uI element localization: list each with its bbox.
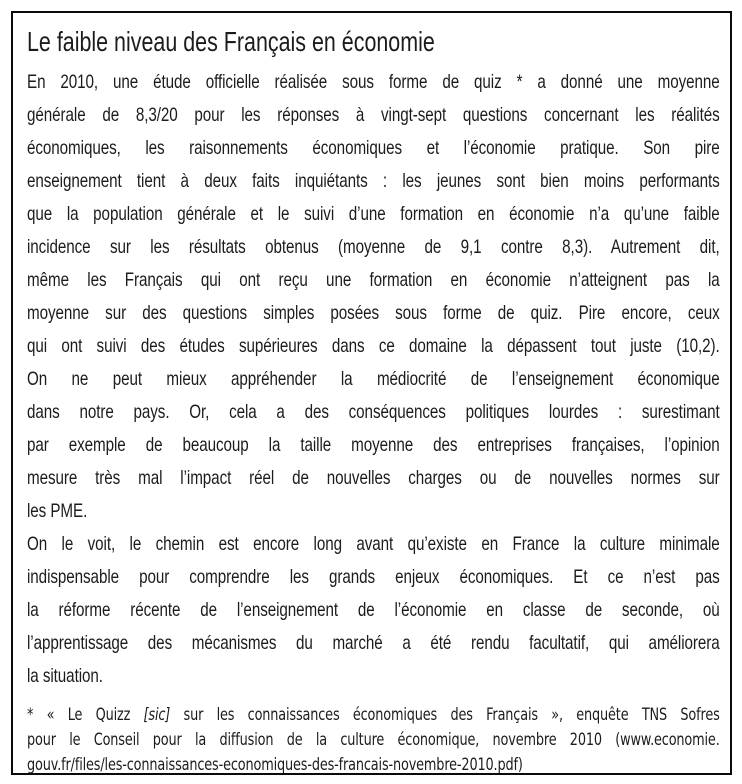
text-line: qui ont suivi des études supérieures dans ce domaine la dépassent tout juste (10,2). — [27, 335, 720, 357]
article-content — [27, 24, 720, 775]
text-line: l’apprentissage des mécanismes du marché a été rendu facultatif, qui améliorera — [27, 632, 720, 654]
text-line: la situation. — [27, 665, 103, 687]
text-line: la réforme récente de l’enseignement de l’économie en classe de seconde, où — [27, 599, 720, 621]
footnote-sic-text: [sic] — [143, 705, 171, 724]
text-line: dans notre pays. Or, cela a des conséquences politiques lourdes : surestimant — [27, 401, 720, 423]
text-line: économiques, les raisonnements économiques et l’économie pratique. Son pire — [27, 137, 720, 159]
text-line: moyenne sur des questions simples posées sous forme de quiz. Pire encore, ceux — [27, 302, 720, 324]
footnote-line: pour le Conseil pour la diffusion de la culture économique, novembre 2010 (www.economie. — [27, 730, 720, 749]
text-line: On le voit, le chemin est encore long avant qu’existe en France la culture minimale — [27, 533, 720, 555]
article-box — [11, 11, 732, 775]
text-line: incidence sur les résultats obtenus (moyenne de 9,1 contre 8,3). Autrement dit, — [27, 236, 720, 258]
text-line: enseignement tient à deux faits inquiétants : les jeunes sont bien moins performants — [27, 170, 720, 192]
text-line: que la population générale et le suivi d’une formation en économie n’a qu’une faible — [27, 203, 720, 225]
text-line: les PME. — [27, 500, 88, 522]
text-line: On ne peut mieux appréhender la médiocrité de l’enseignement économique — [27, 368, 720, 390]
text-line: même les Français qui ont reçu une formation en économie n’atteignent pas la — [27, 269, 720, 291]
footnote-line: gouv.fr/files/les-connaissances-economiques-des-francais-novembre-2010.pdf) — [27, 755, 523, 774]
text-line: par exemple de beaucoup la taille moyenne des entreprises françaises, l’opinion — [27, 434, 720, 456]
article-title: Le faible niveau des Français en économie — [27, 26, 435, 57]
footnote-marker-and-text: * « Le Quizz — [27, 705, 144, 724]
footnote-line — [27, 702, 720, 727]
footnote-text: sur les connaissances économiques des Français », enquête TNS Sofres — [170, 705, 720, 724]
body-paragraph-2 — [27, 528, 720, 693]
text-line: En 2010, une étude officielle réalisée sous forme de quiz * a donné une moyenne — [27, 71, 720, 93]
text-line: indispensable pour comprendre les grands enjeux économiques. Et ce n’est pas — [27, 566, 720, 588]
text-line: générale de 8,3/20 pour les réponses à vingt-sept questions concernant les réalités — [27, 104, 720, 126]
body-paragraph-1 — [27, 66, 720, 528]
footnote — [27, 702, 720, 775]
text-line: mesure très mal l’impact réel de nouvelles charges ou de nouvelles normes sur — [27, 467, 720, 489]
